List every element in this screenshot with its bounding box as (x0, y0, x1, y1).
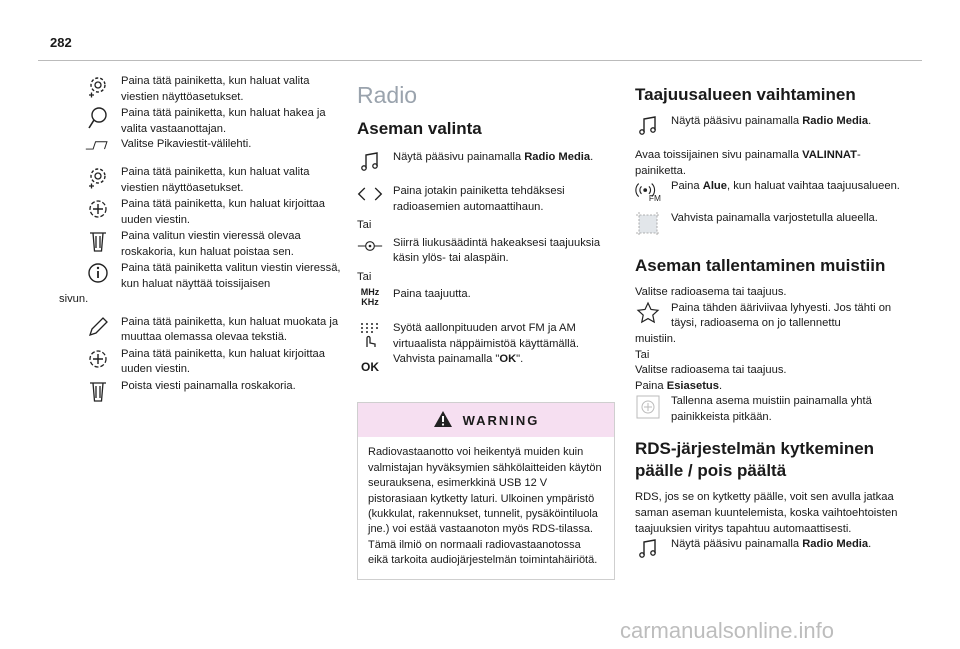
gear-plus-icon (85, 165, 111, 195)
list-item: Paina tähden ääriviivaa lyhyesti. Jos tähti on täysi, radioasema on jo tallennettu (635, 301, 900, 332)
tab-icon (85, 137, 111, 167)
preset-add-icon (635, 394, 661, 424)
music-note-icon (635, 114, 661, 144)
warning-triangle-icon (433, 410, 453, 432)
list-item: FM Paina Alue, kun haluat vaihtaa taajuusalueen. (635, 179, 900, 211)
svg-text:FM: FM (648, 193, 661, 204)
page-number: 282 (50, 35, 72, 50)
list-item: Näytä pääsivu painamalla Radio Media. (635, 114, 900, 148)
warning-text: Radiovastaanotto voi heikentyä muiden kuin valmistajan hyväksymien sähkölaitteiden käytön seurauksena, esimerkkinä USB 12 V pistorasiaan kytketty laturi. Ulkoinen ympäristö (kukkulat, rakennukset, tunnelit, pysäköintiluola jne.) voi estää vastaanoton myös RDS-tilassa. Tämä ilmiö on normaali radiovastaanotossa eikä tarkoita audiojärjestelmän toimintahäiriötä. (368, 446, 602, 567)
column-band: Taajuusalueen vaihtaminen Näytä pääsivu painamalla Radio Media. Avaa toissijainen sivu painamalla VALINNAT-painiketta. FM Paina Alue, kun haluat vaihtaa taajuusalueen. Vahvista painamalla varjostetulla alueella. Aseman tallentaminen muistiin Valitse radioasema tai taajuus. Paina tähden ääriviivaa lyhyesti. Jos tähti on täysi, radioasema on jo tallennettu muistiin. Tai Valitse radioasema tai taajuus. Paina Esiasetus. Tallenna asema muistiin painamalla yhtä painikkeista pitkään. RDS-järjestelmän kytkeminen päälle / pois päältä RDS, jos se on kytketty päälle, voit sen avulla jatkaa saman aseman kuuntelemista, koska vaihtoehtoisten taajuuksien viritys tapahtuu automaattisesti. Näytä pääsivu painamalla Radio Media. (635, 74, 900, 571)
write-icon (85, 197, 111, 227)
warning-header (358, 403, 614, 437)
search-icon (85, 106, 111, 136)
trash-icon (85, 379, 111, 409)
list-item: Paina tätä painiketta, kun haluat valita viestien näyttöasetukset. (85, 165, 343, 197)
keypad-icon (357, 321, 383, 351)
header-divider (38, 60, 922, 61)
list-item: Paina tätä painiketta, kun haluat kirjoittaa uuden viestin. (85, 197, 343, 229)
music-note-icon (357, 150, 383, 180)
list-item: Vahvista painamalla varjostetulla alueella. (635, 211, 900, 245)
slider-icon (357, 236, 383, 266)
column-radio: Radio Aseman valinta Näytä pääsivu painamalla Radio Media. Paina jotakin painiketta tehdäksesi radioasemien automaattihaun. Tai Siirrä liukusäädintä hakeaksesi taajuuksia käsin ylös- tai alaspäin. Tai MHz KHz Paina taajuutta. Syötä aallonpituuden arvot FM ja AM virtuaalista näppäimistöä käyttämällä. OK Vahvista painamalla "OK". WARNING Radiovastaanotto voi heikentyä muiden kuin valmistajan hyväksymien sähkölaitteiden käytön seurauksena, esimerkkinä USB 12 V pistorasiaan kytketty laturi. Ulkoinen ympäristö (kukkulat, rakennukset, tunnelit, pysäköintiluola jne.) voi estää vastaanoton myös RDS-tilassa. Tämä ilmiö on normaali radiovastaanotossa eikä tarkoita audiojärjestelmän toimintahäiriötä. (357, 74, 615, 580)
list-item: Poista viesti painamalla roskakoria. (85, 379, 343, 407)
heading-rds: RDS-järjestelmän kytkeminen päälle / pois päältä (635, 439, 875, 481)
list-item: Paina tätä painiketta valitun viestin vieressä, kun haluat näyttää toissijaisen (85, 261, 343, 292)
info-icon (85, 261, 111, 291)
watermark: carmanualsonline.info (620, 618, 835, 643)
heading-band-change: Taajuusalueen vaihtaminen (635, 85, 856, 104)
list-item: Valitse Pikaviestit-välilehti. (85, 137, 343, 165)
column-messages (59, 74, 343, 407)
list-item: MHz KHz Paina taajuutta. (357, 287, 615, 321)
fm-band-icon (635, 179, 661, 209)
warning-title: WARNING (462, 412, 540, 428)
list-item: Paina tätä painiketta, kun haluat hakea ja valita vastaanottajan. (85, 106, 343, 137)
list-item: Paina tätä painiketta, kun haluat kirjoittaa uuden viestin. (85, 347, 343, 379)
ok-icon: OK (361, 360, 379, 375)
warning-box (357, 402, 615, 579)
list-item: Tallenna asema muistiin painamalla yhtä painikkeista pitkään. (635, 394, 900, 428)
heading-station-selection: Aseman valinta (357, 119, 482, 138)
list-item-continuation: sivun. (59, 293, 89, 306)
star-outline-icon (635, 301, 661, 331)
trash-icon (85, 229, 111, 259)
list-item: Syötä aallonpituuden arvot FM ja AM virtuaalista näppäimistöä käyttämällä. (357, 321, 615, 352)
list-item: Paina valitun viestin vieressä olevaa roskakoria, kun haluat poistaa sen. (85, 229, 343, 261)
list-item: Näytä pääsivu painamalla Radio Media. (635, 537, 900, 571)
chevrons-icon (357, 184, 383, 214)
list-item: Siirrä liukusäädintä hakeaksesi taajuuksia käsin ylös- tai alaspäin. (357, 236, 615, 268)
list-item: Paina tätä painiketta, kun haluat muokata ja muuttaa olemassa olevaa tekstiä. (85, 315, 343, 347)
gear-plus-icon (85, 74, 111, 104)
write-icon (85, 347, 111, 377)
list-item: Paina tätä painiketta, kun haluat valita viestien näyttöasetukset. (85, 74, 343, 106)
heading-save-station: Aseman tallentaminen muistiin (635, 256, 886, 276)
list-item: Paina jotakin painiketta tehdäksesi radioasemien automaattihaun. (357, 184, 615, 216)
section-title-radio: Radio (357, 82, 418, 108)
music-note-icon (635, 537, 661, 567)
list-item: OK Vahvista painamalla "OK". (357, 352, 615, 386)
frequency-icon: MHz KHz (360, 287, 380, 308)
shaded-area-icon (635, 211, 661, 241)
pencil-icon (85, 315, 111, 345)
list-item: Näytä pääsivu painamalla Radio Media. (357, 150, 615, 184)
